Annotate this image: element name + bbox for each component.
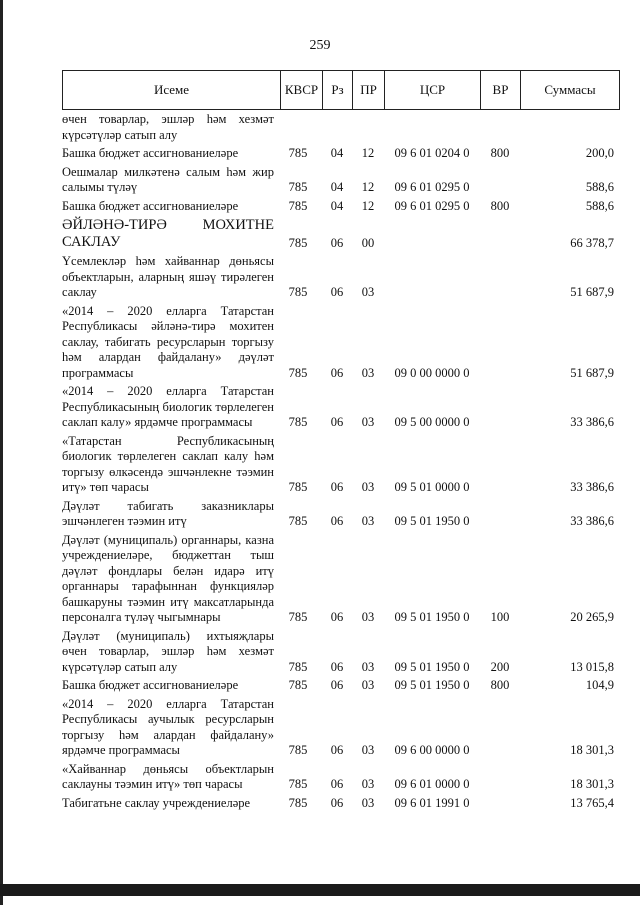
row-csr: 09 6 01 0204 0 [394, 146, 470, 160]
row-rz: 06 [330, 795, 344, 810]
header-name: Исеме [63, 71, 281, 109]
row-name: «2014 – 2020 елларга Татарстан Республикасы әйләнә-тирә мохитен саклау, табигать ресурсларын торгызу һәм алардан файдалану» дәүләт программасы [62, 303, 274, 380]
row-sum: 51 687,9 [570, 285, 614, 299]
row-pr: 03 [361, 610, 375, 624]
table-row [62, 146, 620, 162]
row-name: «Хайваннар дөньясы объектларын саклауны тәэмин итү» төп чарасы [62, 761, 274, 791]
row-rz: 06 [330, 365, 344, 380]
row-kvsr: 785 [288, 795, 308, 810]
row-sum: 33 386,6 [570, 514, 614, 528]
row-sum: 104,9 [585, 678, 614, 692]
header-csr: ЦСР [385, 71, 481, 109]
row-kvsr: 785 [288, 285, 308, 299]
row-rz: 06 [330, 610, 344, 624]
table-row [62, 112, 620, 143]
row-pr: 03 [361, 777, 375, 791]
scan-bottom-bar [0, 884, 640, 896]
row-vr: 100 [490, 610, 510, 624]
row-rz: 06 [330, 678, 344, 692]
row-pr: 12 [361, 146, 375, 160]
row-csr: 09 5 01 1950 0 [394, 659, 470, 674]
row-pr: 00 [361, 235, 375, 250]
row-name: Үсемлекләр һәм хайваннар дөньясы объектларын, аларның яшәү тирәлеген саклау [62, 254, 274, 299]
row-name: өчен товарлар, эшләр һәм хезмәт күрсәтүләр сатып алу [62, 112, 274, 142]
row-vr: 800 [490, 198, 510, 213]
row-rz: 06 [330, 285, 344, 299]
row-name: Башка бюджет ассигнованиеләре [62, 198, 239, 213]
row-csr: 09 5 01 0000 0 [394, 480, 470, 494]
scan-edge [0, 0, 3, 905]
row-name: Башка бюджет ассигнованиеләре [62, 678, 239, 692]
row-csr: 09 6 01 0000 0 [394, 777, 470, 791]
table-row [62, 629, 620, 676]
row-kvsr: 785 [288, 480, 308, 494]
row-name: Табигатьне саклау учреждениеләре [62, 795, 251, 810]
table-row [62, 499, 620, 530]
table-body [62, 112, 620, 814]
table-row [62, 254, 620, 301]
row-rz: 06 [330, 743, 344, 757]
row-rz: 06 [330, 659, 344, 674]
row-name: «Татарстан Республикасының биологик төрлелеген саклап калу һәм торгызу өлкәсендә эшчәнлекне тәэмин итү» төп чарасы [62, 433, 274, 494]
row-sum: 51 687,9 [570, 365, 614, 380]
row-kvsr: 785 [288, 146, 308, 160]
row-sum: 13 015,8 [570, 659, 614, 674]
row-csr: 09 5 01 1950 0 [394, 514, 470, 528]
row-pr: 03 [361, 285, 375, 299]
page-number: 259 [309, 38, 331, 53]
row-sum: 33 386,6 [570, 480, 614, 494]
row-pr: 03 [361, 795, 375, 810]
row-csr: 09 5 01 1950 0 [394, 678, 470, 692]
row-csr: 09 6 01 0295 0 [394, 198, 470, 213]
header-pr: ПР [353, 71, 385, 109]
table-row [62, 165, 620, 196]
row-rz: 06 [330, 415, 344, 429]
row-rz: 06 [330, 235, 344, 250]
row-rz: 06 [330, 514, 344, 528]
row-name: «2014 – 2020 елларга Татарстан Республикасының биологик төрлелеген саклап калу» ярдәмче программасы [62, 384, 274, 429]
row-csr: 09 5 00 0000 0 [394, 415, 470, 429]
row-vr: 200 [490, 659, 510, 674]
row-kvsr: 785 [288, 659, 308, 674]
row-pr: 03 [361, 415, 375, 429]
row-name: Оешмалар милкәтенә салым һәм жир салымы түләү [62, 164, 274, 194]
row-rz: 04 [330, 198, 344, 213]
row-kvsr: 785 [288, 198, 308, 213]
row-kvsr: 785 [288, 678, 308, 692]
row-kvsr: 785 [288, 180, 308, 194]
row-csr: 09 5 01 1950 0 [394, 610, 470, 624]
row-sum: 588,6 [585, 198, 614, 213]
row-sum: 33 386,6 [570, 415, 614, 429]
row-name: Дәүләт (муниципаль) ихтыяҗлары өчен товарлар, эшләр һәм хезмәт күрсәтүләр сатып алу [62, 628, 274, 674]
row-rz: 06 [330, 777, 344, 791]
row-rz: 04 [330, 180, 344, 194]
table-row [62, 678, 620, 694]
row-kvsr: 785 [288, 743, 308, 757]
row-csr: 09 6 01 0295 0 [394, 180, 470, 194]
row-sum: 18 301,3 [570, 777, 614, 791]
row-pr: 03 [361, 365, 375, 380]
row-kvsr: 785 [288, 610, 308, 624]
row-kvsr: 785 [288, 415, 308, 429]
row-name: ӘЙЛӘНӘ-ТИРӘ МОХИТНЕ САКЛАУ [62, 217, 274, 250]
header-vr: ВР [481, 71, 521, 109]
row-kvsr: 785 [288, 365, 308, 380]
table-row [62, 384, 620, 431]
row-rz: 06 [330, 480, 344, 494]
row-sum: 588,6 [585, 180, 614, 194]
row-name: Дәүләт (муниципаль) органнары, казна учреждениеләре, бюджеттан тыш дәүләт фондлары белән идарә итү органнары тарафыннан функцияләр башкаруны тәэмин итү максатларында персоналга түләү чыгымнары [62, 532, 274, 624]
table-row [62, 697, 620, 759]
header-rz: Рз [323, 71, 353, 109]
table-row [62, 762, 620, 793]
row-pr: 03 [361, 678, 375, 692]
row-pr: 03 [361, 514, 375, 528]
row-name: Дәүләт табигать заказниклары эшчәнлеген тәэмин итү [62, 498, 274, 528]
row-rz: 04 [330, 146, 344, 160]
row-pr: 03 [361, 743, 375, 757]
row-pr: 03 [361, 480, 375, 494]
row-vr: 800 [490, 678, 510, 692]
row-sum: 200,0 [585, 146, 614, 160]
row-csr: 09 6 01 1991 0 [394, 795, 470, 810]
row-kvsr: 785 [288, 235, 308, 250]
row-vr: 800 [490, 146, 510, 160]
row-kvsr: 785 [288, 514, 308, 528]
table-row [62, 533, 620, 626]
row-sum: 18 301,3 [570, 743, 614, 757]
row-pr: 03 [361, 659, 375, 674]
row-name: Башка бюджет ассигнованиеләре [62, 146, 239, 160]
row-sum: 66 378,7 [570, 235, 614, 250]
table-header [62, 70, 620, 110]
row-csr: 09 0 00 0000 0 [394, 365, 470, 380]
table-row [62, 304, 620, 382]
table-row [62, 199, 620, 215]
table-row [62, 796, 620, 812]
header-sum: Суммасы [544, 82, 596, 97]
row-sum: 20 265,9 [570, 610, 614, 624]
row-name: «2014 – 2020 елларга Татарстан Республикасы аучылык ресурсларын торгызу һәм алардан файдалану» ярдәмче программасы [62, 696, 274, 757]
header-kvsr: КВСР [281, 71, 323, 109]
table-row [62, 434, 620, 496]
row-csr: 09 6 00 0000 0 [394, 743, 470, 757]
row-pr: 12 [361, 180, 375, 194]
row-kvsr: 785 [288, 777, 308, 791]
row-pr: 12 [361, 198, 375, 213]
table-row [62, 217, 620, 251]
row-sum: 13 765,4 [570, 795, 614, 810]
